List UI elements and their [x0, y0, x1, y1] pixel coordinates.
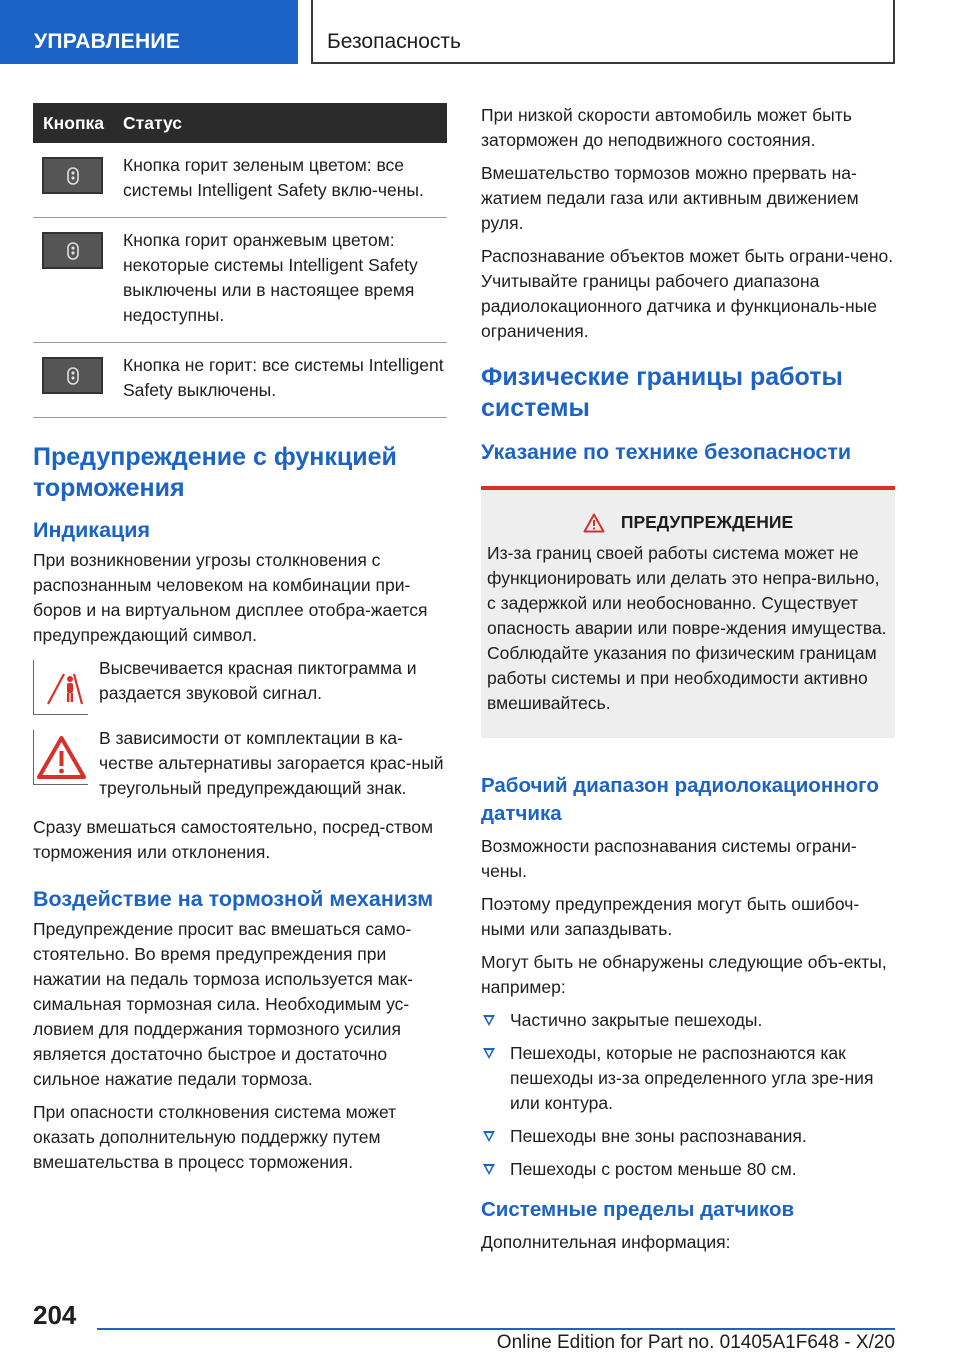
table-header-button: Кнопка — [43, 112, 105, 133]
paragraph-radar-3: Могут быть не обнаружены следующие объ-екты, например: — [481, 952, 887, 997]
pedestrian-warning-icon — [33, 660, 88, 715]
bullet-triangle-icon — [483, 1015, 495, 1026]
intelligent-safety-button-icon — [42, 357, 103, 394]
bullet-triangle-icon — [483, 1048, 495, 1059]
paragraph-interrupt: Вмешательство тормозов можно прервать на-жатием педали газа или активным движением руля. — [481, 163, 859, 233]
undetected-objects-list — [481, 1008, 895, 1182]
table-row — [33, 143, 447, 218]
section-tab[interactable] — [0, 0, 298, 64]
paragraph-indication: При возникновении угрозы столкновения с распознанным человеком на комбинации при-боров и на виртуальном дисплее отобра-жается предупреждающий символ. — [33, 550, 428, 645]
heading-sensor-limits: Системные пределы датчиков — [481, 1198, 795, 1221]
heading-physical-limits: Физические границы работы системы — [481, 363, 843, 422]
list-item: Пешеходы вне зоны распознавания. — [481, 1124, 895, 1149]
paragraph-react: Сразу вмешаться самостоятельно, посред-ством торможения или отклонения. — [33, 817, 433, 862]
paragraph-low-speed: При низкой скорости автомобиль может быть заторможен до неподвижного состояния. — [481, 105, 852, 150]
table-header-status: Статус — [123, 112, 182, 133]
footer-edition: Online Edition for Part no. 01405A1F648 - X/20 — [496, 1332, 895, 1353]
paragraph-triangle: В зависимости от комплектации в ка-честве альтернативы загорается крас-ный треугольный предупреждающий знак. — [99, 728, 444, 798]
warning-box — [481, 486, 895, 738]
table-cell-status: Кнопка не горит: все системы Intelligent Safety выключены. — [123, 355, 444, 400]
section-title: УПРАВЛЕНИЕ — [34, 30, 181, 53]
chapter-title: Безопасность — [327, 30, 461, 53]
paragraph-brake-2: При опасности столкновения система может оказать дополнительную поддержку путем вмешательства в процесс торможения. — [33, 1102, 397, 1172]
warning-title — [487, 512, 889, 533]
paragraph-sensor: Дополнительная информация: — [481, 1232, 731, 1252]
paragraph-recognition-limits: Распознавание объектов может быть ограни-чено. Учитывайте границы рабочего диапазона радиолокационного датчика и функциональ-ные ограничения. — [481, 246, 894, 341]
chapter-header — [311, 0, 895, 64]
paragraph-radar-2: Поэтому предупреждения могут быть ошибоч-ными или запаздывать. — [481, 894, 860, 939]
table-cell-status: Кнопка горит зеленым цветом: все системы Intelligent Safety вклю-чены. — [123, 155, 424, 200]
list-item: Пешеходы с ростом меньше 80 см. — [481, 1157, 895, 1182]
left-column — [33, 103, 447, 1183]
footer-divider — [97, 1328, 895, 1330]
warning-title-text: ПРЕДУПРЕЖДЕНИЕ — [620, 512, 794, 532]
warning-text: Из-за границ своей работы система может не функционировать или делать это непра-вильно, с задержкой или необоснованно. Существует опасность аварии или повре-ждения имущества. Соблюдайте указания по физическим границам работы системы и при необходимости активно вмешивайтесь. — [487, 543, 887, 713]
paragraph-brake-1: Предупреждение просит вас вмешаться само-стоятельно. Во время предупреждения при нажатии на педаль тормоза используется мак-симальная тормозная сила. Необходимым ус-ловием для поддержания тормозного усилия является достаточно быстрое и достаточно сильное нажатие педали тормоза. — [33, 919, 413, 1089]
list-item: Частично закрытые пешеходы. — [481, 1008, 895, 1033]
page-number: 204 — [33, 1300, 77, 1330]
table-header — [33, 103, 447, 143]
intelligent-safety-button-icon — [42, 157, 103, 194]
heading-indication: Индикация — [33, 518, 151, 542]
intelligent-safety-button-icon — [42, 232, 103, 269]
bullet-triangle-icon — [483, 1131, 495, 1142]
warning-triangle-icon — [583, 513, 605, 533]
bullet-triangle-icon — [483, 1164, 495, 1175]
triangle-paragraph-block — [33, 726, 447, 801]
list-item: Пешеходы, которые не распознаются как пешеходы из-за определенного угла зре-ния или контура. — [481, 1041, 895, 1116]
red-triangle-warning-icon — [33, 730, 88, 785]
table-row — [33, 343, 447, 418]
table-cell-status: Кнопка горит оранжевым цветом: некоторые системы Intelligent Safety выключены или в настоящее время недоступны. — [123, 230, 418, 325]
paragraph-red-pictogram: Высвечивается красная пиктограмма и раздается звуковой сигнал. — [99, 658, 417, 703]
heading-warning-braking: Предупреждение с функцией торможения — [33, 443, 397, 502]
paragraph-radar-1: Возможности распознавания системы ограни-чены. — [481, 836, 857, 881]
heading-radar-range: Рабочий диапазон радиолокационного датчика — [481, 774, 879, 825]
heading-safety-note: Указание по технике безопасности — [481, 440, 852, 464]
right-column — [481, 103, 895, 1255]
heading-brake-intervention: Воздействие на тормозной механизм — [33, 887, 434, 911]
table-row — [33, 218, 447, 343]
pictogram-row — [33, 656, 447, 716]
